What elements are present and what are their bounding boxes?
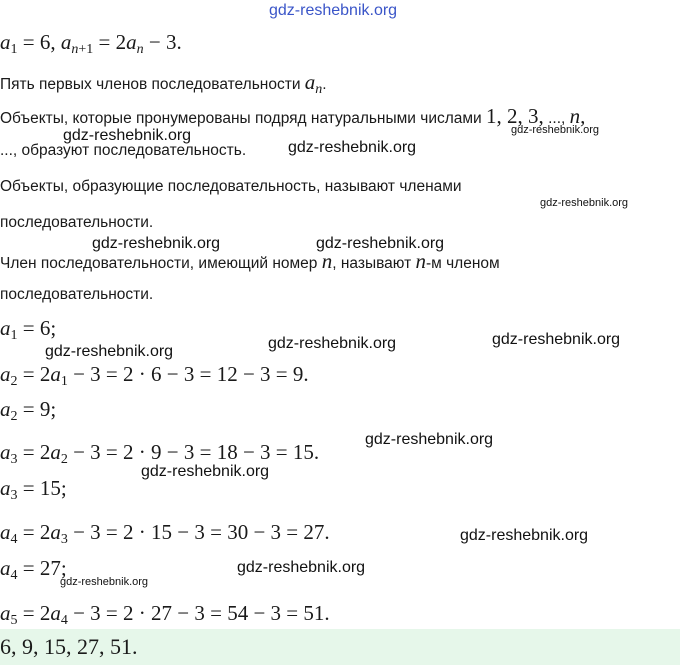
intro-text: Пять первых членов последовательности $a_n$. xyxy=(0,70,327,97)
watermark: gdz-reshebnik.org xyxy=(268,335,397,352)
watermark: gdz-reshebnik.org xyxy=(45,343,174,360)
watermark-small: gdz-reshebnik.org xyxy=(60,576,149,588)
watermark: gdz-reshebnik.org xyxy=(237,559,366,576)
step-a1: $a_1 = 6$; xyxy=(0,316,57,343)
watermark: gdz-reshebnik.org xyxy=(63,127,192,144)
watermark: gdz-reshebnik.org xyxy=(460,527,589,544)
given-formula: $a_1 = 6$, $a_{n+1} = 2a_n - 3$. xyxy=(0,30,182,57)
step-a2-calc: $a_2 = 2a_1 - 3 = 2 \cdot 6 - 3 = 12 - 3 = 9$. xyxy=(0,362,309,389)
definition-1-line-2: ..., образуют последовательность. xyxy=(0,142,247,159)
watermark: gdz-reshebnik.org xyxy=(365,431,494,448)
step-a2: $a_2 = 9$; xyxy=(0,397,57,424)
definition-1-line-1: Объекты, которые пронумерованы подряд натуральными числами 1, 2, 3, ..., n, xyxy=(0,104,586,128)
definition-3-line-2: последовательности. xyxy=(0,286,154,303)
watermark: gdz-reshebnik.org xyxy=(492,331,621,348)
watermark: gdz-reshebnik.org xyxy=(92,235,221,252)
answer: 6, 9, 15, 27, 51. xyxy=(0,634,138,659)
watermark: gdz-reshebnik.org xyxy=(316,235,445,252)
step-a3: $a_3 = 15$; xyxy=(0,476,67,503)
step-a5-calc: $a_5 = 2a_4 - 3 = 2 \cdot 27 - 3 = 54 - 3 = 51$. xyxy=(0,601,330,628)
watermark-top: gdz-reshebnik.org xyxy=(269,2,398,19)
watermark: gdz-reshebnik.org xyxy=(141,463,270,480)
definition-2-line-1: Объекты, образующие последовательность, называют членами xyxy=(0,178,462,195)
step-a3-calc: $a_3 = 2a_2 - 3 = 2 \cdot 9 - 3 = 18 - 3 = 15$. xyxy=(0,440,320,467)
definition-3-line-1: Член последовательности, имеющий номер n, называют n-м членом xyxy=(0,249,500,273)
step-a4-calc: $a_4 = 2a_3 - 3 = 2 \cdot 15 - 3 = 30 - 3 = 27$. xyxy=(0,520,330,547)
watermark: gdz-reshebnik.org xyxy=(288,139,417,156)
step-a4: $a_4 = 27$; xyxy=(0,556,67,583)
definition-2-line-2: последовательности. xyxy=(0,214,154,231)
watermark-small: gdz-reshebnik.org xyxy=(540,197,629,209)
watermark-small: gdz-reshebnik.org xyxy=(511,124,600,136)
